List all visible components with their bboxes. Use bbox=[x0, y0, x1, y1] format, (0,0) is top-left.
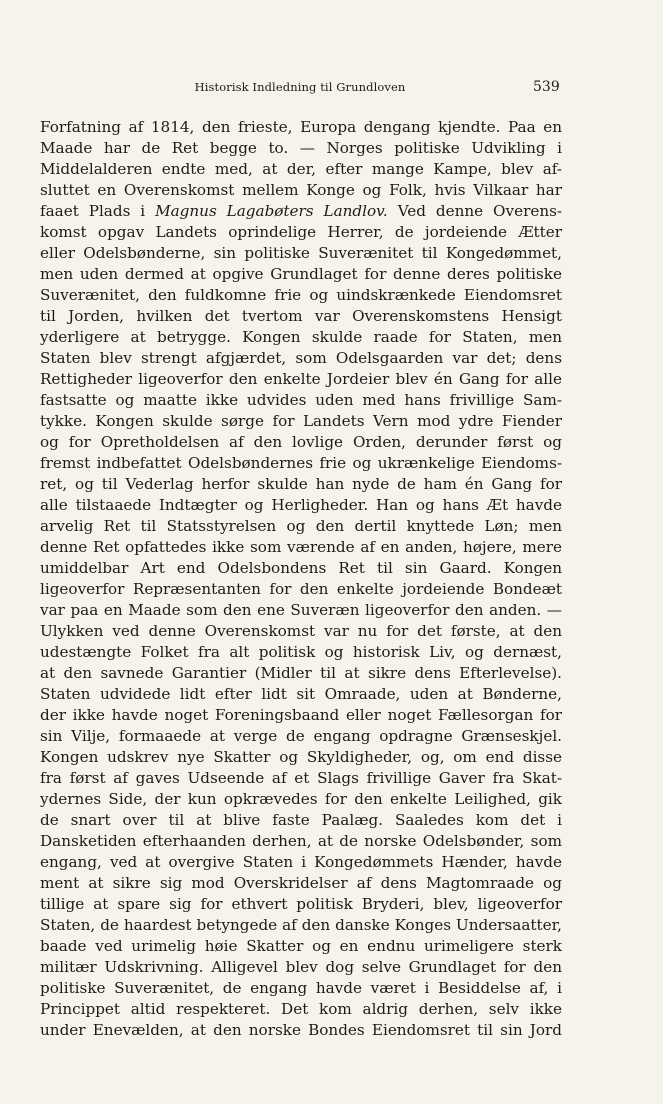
text-line: Kongen udskrev nye Skatter og Skyldigheder, og, om end disse bbox=[40, 748, 562, 766]
text-line: Staten, de haardest betyngede af den danske Konges Undersaatter, bbox=[40, 916, 562, 934]
text-line: Princippet altid respekteret. Det kom aldrig derhen, selv ikke bbox=[40, 1000, 562, 1018]
text-line: ydernes Side, der kun opkrævedes for den enkelte Leilighed, gik bbox=[40, 790, 562, 808]
text-line: der ikke havde noget Foreningsbaand eller noget Fællesorgan for bbox=[40, 706, 562, 724]
text-line: Rettigheder ligeoverfor den enkelte Jordeier blev én Gang for alle bbox=[40, 370, 562, 388]
text-line: politiske Suverænitet, de engang havde været i Besiddelse af, i bbox=[40, 979, 562, 997]
text-line: fremst indbefattet Odelsbøndernes frie og ukrænkelige Eiendoms- bbox=[40, 454, 562, 472]
running-head: Historisk Indledning til Grundloven bbox=[194, 80, 406, 94]
text-line: Suverænitet, den fuldkomne frie og uindskrænkede Eiendomsret bbox=[40, 286, 562, 304]
text-line: Maade har de Ret begge to. — Norges politiske Udvikling i bbox=[40, 139, 562, 157]
text-line: eller Odelsbønderne, sin politiske Suverænitet til Kongedømmet, bbox=[40, 244, 562, 262]
text-line: ligeoverfor Repræsentanten for den enkelte jordeiende Bondeæt bbox=[40, 580, 562, 598]
text-line: sin Vilje, formaaede at verge de engang opdragne Grænseskjel. bbox=[40, 727, 562, 745]
body-text bbox=[40, 117, 562, 1041]
text-line: under Enevælden, at den norske Bondes Eiendomsret til sin Jord bbox=[40, 1021, 562, 1039]
text-line: umiddelbar Art end Odelsbondens Ret til sin Gaard. Kongen bbox=[40, 559, 562, 577]
text-line: og for Opretholdelsen af den lovlige Orden, derunder først og bbox=[40, 433, 562, 451]
text-line: til Jorden, hvilken det tvertom var Overenskomstens Hensigt bbox=[40, 307, 562, 325]
text-line-with-italic bbox=[40, 201, 562, 222]
text-line: var paa en Maade som den ene Suveræn ligeoverfor den anden. — bbox=[40, 601, 562, 619]
text-line: Staten blev strengt afgjærdet, som Odelsgaarden var det; dens bbox=[40, 349, 562, 367]
text-line: Staten udvidede lidt efter lidt sit Omraade, uden at Bønderne, bbox=[40, 685, 562, 703]
text-line: fastsatte og maatte ikke udvides uden med hans frivillige Sam- bbox=[40, 391, 562, 409]
text-line: fra først af gaves Udseende af et Slags frivillige Gaver fra Skat- bbox=[40, 769, 562, 787]
text-line: Dansketiden efterhaanden derhen, at de norske Odelsbønder, som bbox=[40, 832, 562, 850]
text-line: udestængte Folket fra alt politisk og historisk Liv, og dernæst, bbox=[40, 643, 562, 661]
text-line: alle tilstaaede Indtægter og Herligheder. Han og hans Æt havde bbox=[40, 496, 562, 514]
text-line: komst opgav Landets oprindelige Herrer, de jordeiende Ætter bbox=[40, 223, 562, 241]
text-fragment: Ved denne Overens- bbox=[397, 202, 562, 220]
text-line: tillige at spare sig for ethvert politisk Bryderi, blev, ligeoverfor bbox=[40, 895, 562, 913]
text-line: de snart over til at blive faste Paalæg. Saaledes kom det i bbox=[40, 811, 562, 829]
text-line: Middelalderen endte med, at der, efter mange Kampe, blev af- bbox=[40, 160, 562, 178]
text-line: at den savnede Garantier (Midler til at sikre dens Efterlevelse). bbox=[40, 664, 562, 682]
text-line: ret, og til Vederlag herfor skulde han nyde de ham én Gang for bbox=[40, 475, 562, 493]
text-line: arvelig Ret til Statsstyrelsen og den dertil knyttede Løn; men bbox=[40, 517, 562, 535]
text-line: denne Ret opfattedes ikke som værende af en anden, højere, mere bbox=[40, 538, 562, 556]
text-line: Ulykken ved denne Overenskomst var nu for det første, at den bbox=[40, 622, 562, 640]
text-line: militær Udskrivning. Alligevel blev dog selve Grundlaget for den bbox=[40, 958, 562, 976]
text-fragment: faaet Plads i bbox=[40, 202, 146, 220]
italic-title: Magnus Lagabøters Landlov. bbox=[155, 202, 388, 220]
text-line: Forfatning af 1814, den frieste, Europa dengang kjendte. Paa en bbox=[40, 118, 562, 136]
text-line: baade ved urimelig høie Skatter og en endnu urimeligere sterk bbox=[40, 937, 562, 955]
text-line: yderligere at betrygge. Kongen skulde raade for Staten, men bbox=[40, 328, 562, 346]
text-line: engang, ved at overgive Staten i Kongedømmets Hænder, havde bbox=[40, 853, 562, 871]
text-line: ment at sikre sig mod Overskridelser af dens Magtomraade og bbox=[40, 874, 562, 892]
page-number: 539 bbox=[533, 79, 560, 95]
text-line: sluttet en Overenskomst mellem Konge og Folk, hvis Vilkaar har bbox=[40, 181, 562, 199]
text-line: men uden dermed at opgive Grundlaget for denne deres politiske bbox=[40, 265, 562, 283]
text-line: tykke. Kongen skulde sørge for Landets Vern mod ydre Fiender bbox=[40, 412, 562, 430]
